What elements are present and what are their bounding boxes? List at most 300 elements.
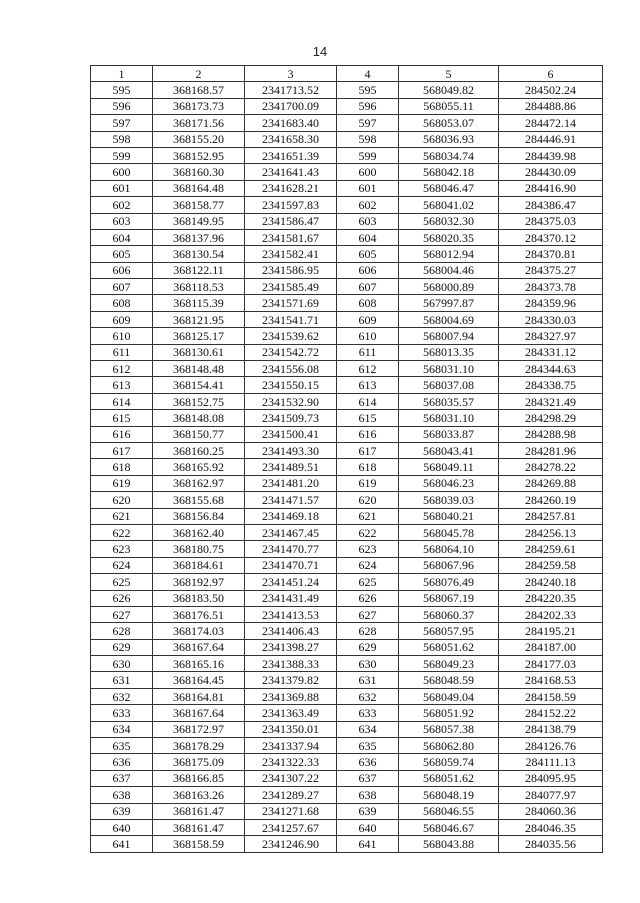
column-header-4: 4 (337, 66, 399, 82)
table-cell: 619 (337, 475, 399, 491)
table-row (91, 787, 603, 803)
table-cell: 368160.25 (153, 442, 245, 458)
table-cell: 284095.95 (499, 770, 603, 786)
table-row (91, 246, 603, 262)
table-row (91, 623, 603, 639)
table-cell: 368192.97 (153, 574, 245, 590)
table-cell: 614 (337, 393, 399, 409)
table-cell: 605 (337, 246, 399, 262)
table-cell: 616 (91, 426, 153, 442)
table-cell: 627 (91, 606, 153, 622)
table-cell: 622 (91, 524, 153, 540)
table-cell: 611 (91, 344, 153, 360)
table-cell: 636 (337, 754, 399, 770)
table-cell: 568049.11 (399, 459, 499, 475)
table-row (91, 590, 603, 606)
table-cell: 368164.45 (153, 672, 245, 688)
table-cell: 2341289.27 (245, 787, 337, 803)
table-cell: 608 (91, 295, 153, 311)
table-cell: 368164.81 (153, 688, 245, 704)
table-cell: 2341489.51 (245, 459, 337, 475)
table-cell: 284344.63 (499, 361, 603, 377)
table-cell: 615 (337, 410, 399, 426)
table-cell: 568000.89 (399, 279, 499, 295)
table-cell: 630 (337, 656, 399, 672)
table-row (91, 361, 603, 377)
table-cell: 2341471.57 (245, 492, 337, 508)
table-cell: 284331.12 (499, 344, 603, 360)
column-header-5: 5 (399, 66, 499, 82)
table-cell: 616 (337, 426, 399, 442)
table-cell: 284278.22 (499, 459, 603, 475)
table-cell: 368154.41 (153, 377, 245, 393)
table-cell: 631 (91, 672, 153, 688)
table-cell: 2341658.30 (245, 131, 337, 147)
table-cell: 568057.95 (399, 623, 499, 639)
table-cell: 629 (337, 639, 399, 655)
table-cell: 601 (337, 180, 399, 196)
table-cell: 631 (337, 672, 399, 688)
table-cell: 368180.75 (153, 541, 245, 557)
table-cell: 368183.50 (153, 590, 245, 606)
table-row (91, 705, 603, 721)
table-cell: 368115.39 (153, 295, 245, 311)
table-cell: 568037.08 (399, 377, 499, 393)
table-cell: 618 (337, 459, 399, 475)
column-header-1: 1 (91, 66, 153, 82)
table-cell: 568040.21 (399, 508, 499, 524)
table-cell: 284439.98 (499, 147, 603, 163)
table-cell: 623 (337, 541, 399, 557)
table-row (91, 557, 603, 573)
table-row (91, 459, 603, 475)
table-cell: 284430.09 (499, 164, 603, 180)
table-cell: 568035.57 (399, 393, 499, 409)
table-cell: 368152.95 (153, 147, 245, 163)
table-cell: 2341469.18 (245, 508, 337, 524)
table-cell: 368152.75 (153, 393, 245, 409)
table-row (91, 721, 603, 737)
table-cell: 568032.30 (399, 213, 499, 229)
table-row (91, 180, 603, 196)
table-cell: 368176.51 (153, 606, 245, 622)
table-cell: 568043.41 (399, 442, 499, 458)
table-cell: 600 (91, 164, 153, 180)
table-cell: 284060.36 (499, 803, 603, 819)
table-row (91, 311, 603, 327)
table-row (91, 639, 603, 655)
table-cell: 604 (91, 229, 153, 245)
table-cell: 2341582.41 (245, 246, 337, 262)
table-cell: 632 (91, 688, 153, 704)
table-cell: 284195.21 (499, 623, 603, 639)
table-cell: 640 (91, 819, 153, 835)
table-cell: 368184.61 (153, 557, 245, 573)
table-cell: 2341322.33 (245, 754, 337, 770)
table-cell: 621 (337, 508, 399, 524)
table-cell: 568013.35 (399, 344, 499, 360)
table-cell: 2341509.73 (245, 410, 337, 426)
table-cell: 284288.98 (499, 426, 603, 442)
table-cell: 568051.62 (399, 770, 499, 786)
table-cell: 2341628.21 (245, 180, 337, 196)
table-row (91, 213, 603, 229)
table-cell: 568004.69 (399, 311, 499, 327)
table-cell: 284375.27 (499, 262, 603, 278)
table-cell: 635 (337, 738, 399, 754)
table-cell: 368171.56 (153, 115, 245, 131)
table-cell: 568049.82 (399, 82, 499, 98)
table-cell: 568051.62 (399, 639, 499, 655)
table-row (91, 377, 603, 393)
table-cell: 632 (337, 688, 399, 704)
table-cell: 2341500.41 (245, 426, 337, 442)
column-header-3: 3 (245, 66, 337, 82)
table-cell: 284256.13 (499, 524, 603, 540)
table-row (91, 770, 603, 786)
table-cell: 2341470.77 (245, 541, 337, 557)
table-cell: 638 (91, 787, 153, 803)
table-cell: 284240.18 (499, 574, 603, 590)
table-cell: 568045.78 (399, 524, 499, 540)
table-cell: 284359.96 (499, 295, 603, 311)
table-cell: 2341271.68 (245, 803, 337, 819)
table-cell: 614 (91, 393, 153, 409)
table-cell: 625 (91, 574, 153, 590)
column-header-6: 6 (499, 66, 603, 82)
table-cell: 619 (91, 475, 153, 491)
table-cell: 633 (337, 705, 399, 721)
table-cell: 598 (91, 131, 153, 147)
table-cell: 597 (91, 115, 153, 131)
table-cell: 603 (91, 213, 153, 229)
table-cell: 2341550.15 (245, 377, 337, 393)
table-cell: 284502.24 (499, 82, 603, 98)
table-row (91, 328, 603, 344)
table-cell: 605 (91, 246, 153, 262)
table-cell: 368130.61 (153, 344, 245, 360)
table-cell: 2341363.49 (245, 705, 337, 721)
table-cell: 639 (337, 803, 399, 819)
table-cell: 568049.23 (399, 656, 499, 672)
table-cell: 284168.53 (499, 672, 603, 688)
table-row (91, 410, 603, 426)
table-cell: 568020.35 (399, 229, 499, 245)
table-cell: 2341651.39 (245, 147, 337, 163)
table-cell: 568043.88 (399, 836, 499, 852)
table-cell: 2341406.43 (245, 623, 337, 639)
table-cell: 599 (91, 147, 153, 163)
table-cell: 568039.03 (399, 492, 499, 508)
table-cell: 284488.86 (499, 98, 603, 114)
table-row (91, 197, 603, 213)
table-cell: 368165.16 (153, 656, 245, 672)
table-cell: 2341581.67 (245, 229, 337, 245)
table-cell: 368149.95 (153, 213, 245, 229)
page-number: 14 (312, 44, 328, 59)
table-cell: 284281.96 (499, 442, 603, 458)
table-cell: 624 (337, 557, 399, 573)
table-cell: 626 (337, 590, 399, 606)
table-cell: 568046.55 (399, 803, 499, 819)
table-cell: 568042.18 (399, 164, 499, 180)
table-cell: 609 (337, 311, 399, 327)
table-cell: 284269.88 (499, 475, 603, 491)
table-cell: 626 (91, 590, 153, 606)
table-cell: 641 (91, 836, 153, 852)
table-cell: 568067.19 (399, 590, 499, 606)
table-row (91, 803, 603, 819)
table-row (91, 426, 603, 442)
table-row (91, 98, 603, 114)
table-cell: 284375.03 (499, 213, 603, 229)
table-cell: 615 (91, 410, 153, 426)
table-cell: 284327.97 (499, 328, 603, 344)
table-cell: 368173.73 (153, 98, 245, 114)
table-cell: 635 (91, 738, 153, 754)
table-cell: 368158.77 (153, 197, 245, 213)
table-cell: 568033.87 (399, 426, 499, 442)
table-cell: 2341556.08 (245, 361, 337, 377)
table-row (91, 836, 603, 852)
column-header-2: 2 (153, 66, 245, 82)
table-cell: 368178.29 (153, 738, 245, 754)
table-cell: 598 (337, 131, 399, 147)
table-cell: 628 (337, 623, 399, 639)
table-cell: 2341541.71 (245, 311, 337, 327)
table-cell: 633 (91, 705, 153, 721)
table-cell: 603 (337, 213, 399, 229)
table-cell: 368155.68 (153, 492, 245, 508)
table-cell: 568034.74 (399, 147, 499, 163)
coordinates-table (90, 65, 603, 853)
table-cell: 368161.47 (153, 803, 245, 819)
table-cell: 2341571.69 (245, 295, 337, 311)
table-cell: 284298.29 (499, 410, 603, 426)
table-cell: 368163.26 (153, 787, 245, 803)
table-row (91, 574, 603, 590)
table-cell: 368165.92 (153, 459, 245, 475)
table-row (91, 606, 603, 622)
table-cell: 612 (337, 361, 399, 377)
table-row (91, 82, 603, 98)
table-cell: 568004.46 (399, 262, 499, 278)
table-row (91, 147, 603, 163)
table-cell: 568046.23 (399, 475, 499, 491)
table-cell: 2341398.27 (245, 639, 337, 655)
table-cell: 368156.84 (153, 508, 245, 524)
table-row (91, 738, 603, 754)
table-row (91, 508, 603, 524)
table-cell: 620 (91, 492, 153, 508)
table-cell: 568041.02 (399, 197, 499, 213)
table-cell: 368162.40 (153, 524, 245, 540)
table-cell: 607 (91, 279, 153, 295)
table-header-row (91, 66, 603, 82)
table-cell: 568048.59 (399, 672, 499, 688)
table-cell: 368150.77 (153, 426, 245, 442)
table-cell: 2341470.71 (245, 557, 337, 573)
table-cell: 568060.37 (399, 606, 499, 622)
table-cell: 284138.79 (499, 721, 603, 737)
table-cell: 284259.61 (499, 541, 603, 557)
table-cell: 568051.92 (399, 705, 499, 721)
table-cell: 368174.03 (153, 623, 245, 639)
table-cell: 2341586.47 (245, 213, 337, 229)
table-cell: 607 (337, 279, 399, 295)
table-cell: 2341431.49 (245, 590, 337, 606)
table-cell: 284370.12 (499, 229, 603, 245)
table-cell: 2341413.53 (245, 606, 337, 622)
table-cell: 599 (337, 147, 399, 163)
table-cell: 2341641.43 (245, 164, 337, 180)
table-cell: 568053.07 (399, 115, 499, 131)
table-cell: 368160.30 (153, 164, 245, 180)
table-cell: 597 (337, 115, 399, 131)
table-cell: 568048.19 (399, 787, 499, 803)
table-cell: 637 (91, 770, 153, 786)
table-cell: 606 (337, 262, 399, 278)
table-cell: 368155.20 (153, 131, 245, 147)
table-cell: 618 (91, 459, 153, 475)
table-cell: 568046.47 (399, 180, 499, 196)
table-cell: 629 (91, 639, 153, 655)
table-row (91, 656, 603, 672)
table-cell: 568067.96 (399, 557, 499, 573)
table-cell: 568057.38 (399, 721, 499, 737)
table-cell: 621 (91, 508, 153, 524)
table-cell: 622 (337, 524, 399, 540)
table-cell: 2341246.90 (245, 836, 337, 852)
table-cell: 2341493.30 (245, 442, 337, 458)
table-row (91, 295, 603, 311)
table-cell: 284187.00 (499, 639, 603, 655)
table-cell: 595 (337, 82, 399, 98)
table-cell: 284446.91 (499, 131, 603, 147)
table-cell: 637 (337, 770, 399, 786)
table-cell: 368158.59 (153, 836, 245, 852)
table-cell: 368164.48 (153, 180, 245, 196)
table-cell: 284177.03 (499, 656, 603, 672)
table-cell: 2341379.82 (245, 672, 337, 688)
table-cell: 568055.11 (399, 98, 499, 114)
table-cell: 2341586.95 (245, 262, 337, 278)
table-cell: 620 (337, 492, 399, 508)
table-cell: 368167.64 (153, 639, 245, 655)
table-cell: 284472.14 (499, 115, 603, 131)
table-row (91, 442, 603, 458)
table-cell: 284158.59 (499, 688, 603, 704)
table-cell: 2341700.09 (245, 98, 337, 114)
table-row (91, 688, 603, 704)
table-row (91, 475, 603, 491)
table-cell: 284152.22 (499, 705, 603, 721)
table-cell: 595 (91, 82, 153, 98)
table-cell: 284259.58 (499, 557, 603, 573)
table-cell: 284386.47 (499, 197, 603, 213)
table-row (91, 131, 603, 147)
table-cell: 568007.94 (399, 328, 499, 344)
table-cell: 2341597.83 (245, 197, 337, 213)
table-cell: 2341257.67 (245, 819, 337, 835)
table-cell: 608 (337, 295, 399, 311)
table-cell: 606 (91, 262, 153, 278)
table-cell: 601 (91, 180, 153, 196)
table-row (91, 115, 603, 131)
table-cell: 568031.10 (399, 410, 499, 426)
table-cell: 284321.49 (499, 393, 603, 409)
table-cell: 630 (91, 656, 153, 672)
table-cell: 613 (337, 377, 399, 393)
table-cell: 2341713.52 (245, 82, 337, 98)
table-cell: 284416.90 (499, 180, 603, 196)
table-cell: 624 (91, 557, 153, 573)
table-cell: 568076.49 (399, 574, 499, 590)
table-row (91, 229, 603, 245)
table-cell: 368148.08 (153, 410, 245, 426)
table-cell: 567997.87 (399, 295, 499, 311)
table-cell: 568012.94 (399, 246, 499, 262)
table-cell: 638 (337, 787, 399, 803)
table-cell: 368122.11 (153, 262, 245, 278)
table-row (91, 524, 603, 540)
table-cell: 2341481.20 (245, 475, 337, 491)
table-cell: 613 (91, 377, 153, 393)
table-row (91, 164, 603, 180)
table-cell: 602 (91, 197, 153, 213)
table-cell: 617 (337, 442, 399, 458)
table-row (91, 541, 603, 557)
table-cell: 610 (91, 328, 153, 344)
table-cell: 609 (91, 311, 153, 327)
table-cell: 284077.97 (499, 787, 603, 803)
table-cell: 284035.56 (499, 836, 603, 852)
table-cell: 634 (91, 721, 153, 737)
table-row (91, 754, 603, 770)
table-cell: 284111.13 (499, 754, 603, 770)
table-cell: 2341369.88 (245, 688, 337, 704)
table-cell: 568059.74 (399, 754, 499, 770)
table-cell: 2341532.90 (245, 393, 337, 409)
table-cell: 627 (337, 606, 399, 622)
table-cell: 368175.09 (153, 754, 245, 770)
table-cell: 2341467.45 (245, 524, 337, 540)
table-cell: 604 (337, 229, 399, 245)
table-cell: 284257.81 (499, 508, 603, 524)
table-cell: 568062.80 (399, 738, 499, 754)
table-cell: 368148.48 (153, 361, 245, 377)
table-cell: 568064.10 (399, 541, 499, 557)
table-cell: 634 (337, 721, 399, 737)
table-cell: 2341585.49 (245, 279, 337, 295)
table-cell: 596 (337, 98, 399, 114)
table-cell: 568036.93 (399, 131, 499, 147)
table-cell: 625 (337, 574, 399, 590)
table-cell: 568031.10 (399, 361, 499, 377)
table-cell: 2341337.94 (245, 738, 337, 754)
table-cell: 368118.53 (153, 279, 245, 295)
table-cell: 641 (337, 836, 399, 852)
table-cell: 284220.35 (499, 590, 603, 606)
table-cell: 2341683.40 (245, 115, 337, 131)
table-row (91, 262, 603, 278)
table-cell: 568046.67 (399, 819, 499, 835)
table-row (91, 344, 603, 360)
table-cell: 610 (337, 328, 399, 344)
table-cell: 284126.76 (499, 738, 603, 754)
table-cell: 368161.47 (153, 819, 245, 835)
table-cell: 368130.54 (153, 246, 245, 262)
